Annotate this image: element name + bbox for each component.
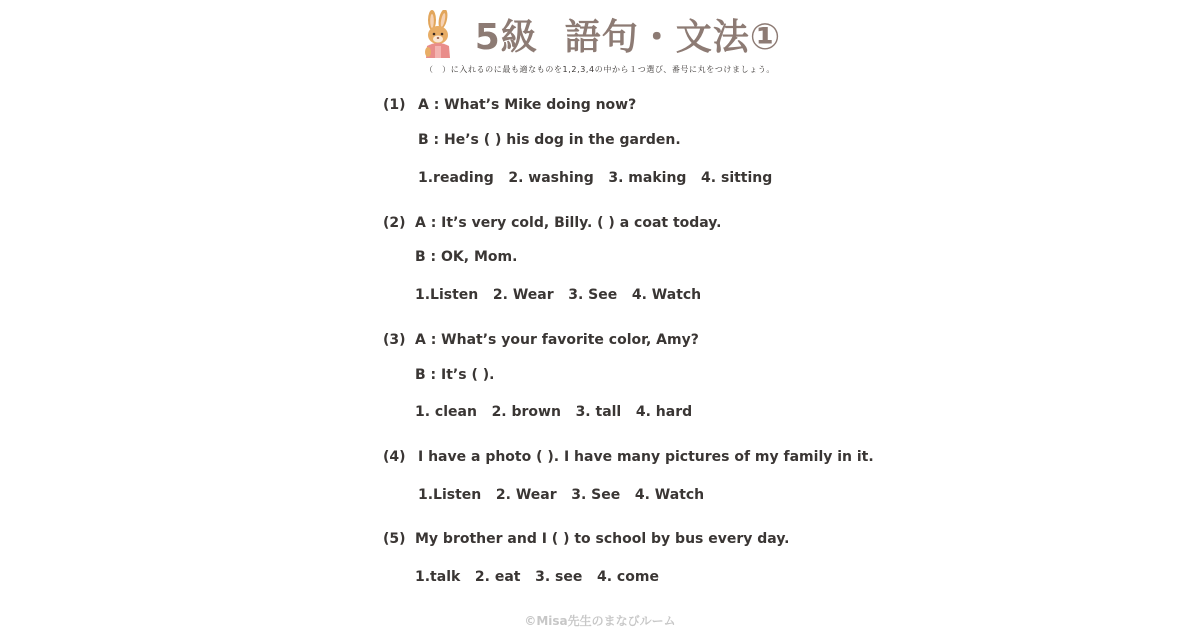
question-number: (5) — [383, 531, 406, 547]
question-line-b: B : It’s ( ). — [415, 367, 495, 383]
question-line-a: A : It’s very cold, Billy. ( ) a coat today. — [415, 215, 722, 231]
question-line-a: I have a photo ( ). I have many pictures of my family in it. — [418, 449, 874, 465]
rabbit-icon — [419, 10, 459, 58]
answer-options: 1.Listen 2. Wear 3. See 4. Watch — [418, 487, 705, 503]
instruction-text: （ ）に入れるのに最も適なものを1,2,3,4の中から１つ選び、番号に丸をつけましょう。 — [424, 65, 776, 74]
worksheet-header — [0, 8, 1200, 60]
question-number: (4) — [383, 449, 406, 465]
question-number: (1) — [383, 97, 406, 113]
answer-options: 1.reading 2. washing 3. making 4. sitting — [418, 170, 773, 186]
worksheet-title: 5級 語句・文法① — [474, 16, 782, 58]
question-line-b: B : He’s ( ) his dog in the garden. — [418, 132, 681, 148]
answer-options: 1.talk 2. eat 3. see 4. come — [415, 569, 659, 585]
question-line-a: A : What’s your favorite color, Amy? — [415, 332, 699, 348]
answer-options: 1. clean 2. brown 3. tall 4. hard — [415, 404, 693, 420]
question-line-b: B : OK, Mom. — [415, 249, 518, 265]
question-number: (2) — [383, 215, 406, 231]
question-number: (3) — [383, 332, 406, 348]
answer-options: 1.Listen 2. Wear 3. See 4. Watch — [415, 287, 702, 303]
question-line-a: My brother and I ( ) to school by bus every day. — [415, 531, 790, 547]
copyright-footer: ©Misa先生のまなびルーム — [524, 614, 676, 628]
question-line-a: A : What’s Mike doing now? — [418, 97, 637, 113]
